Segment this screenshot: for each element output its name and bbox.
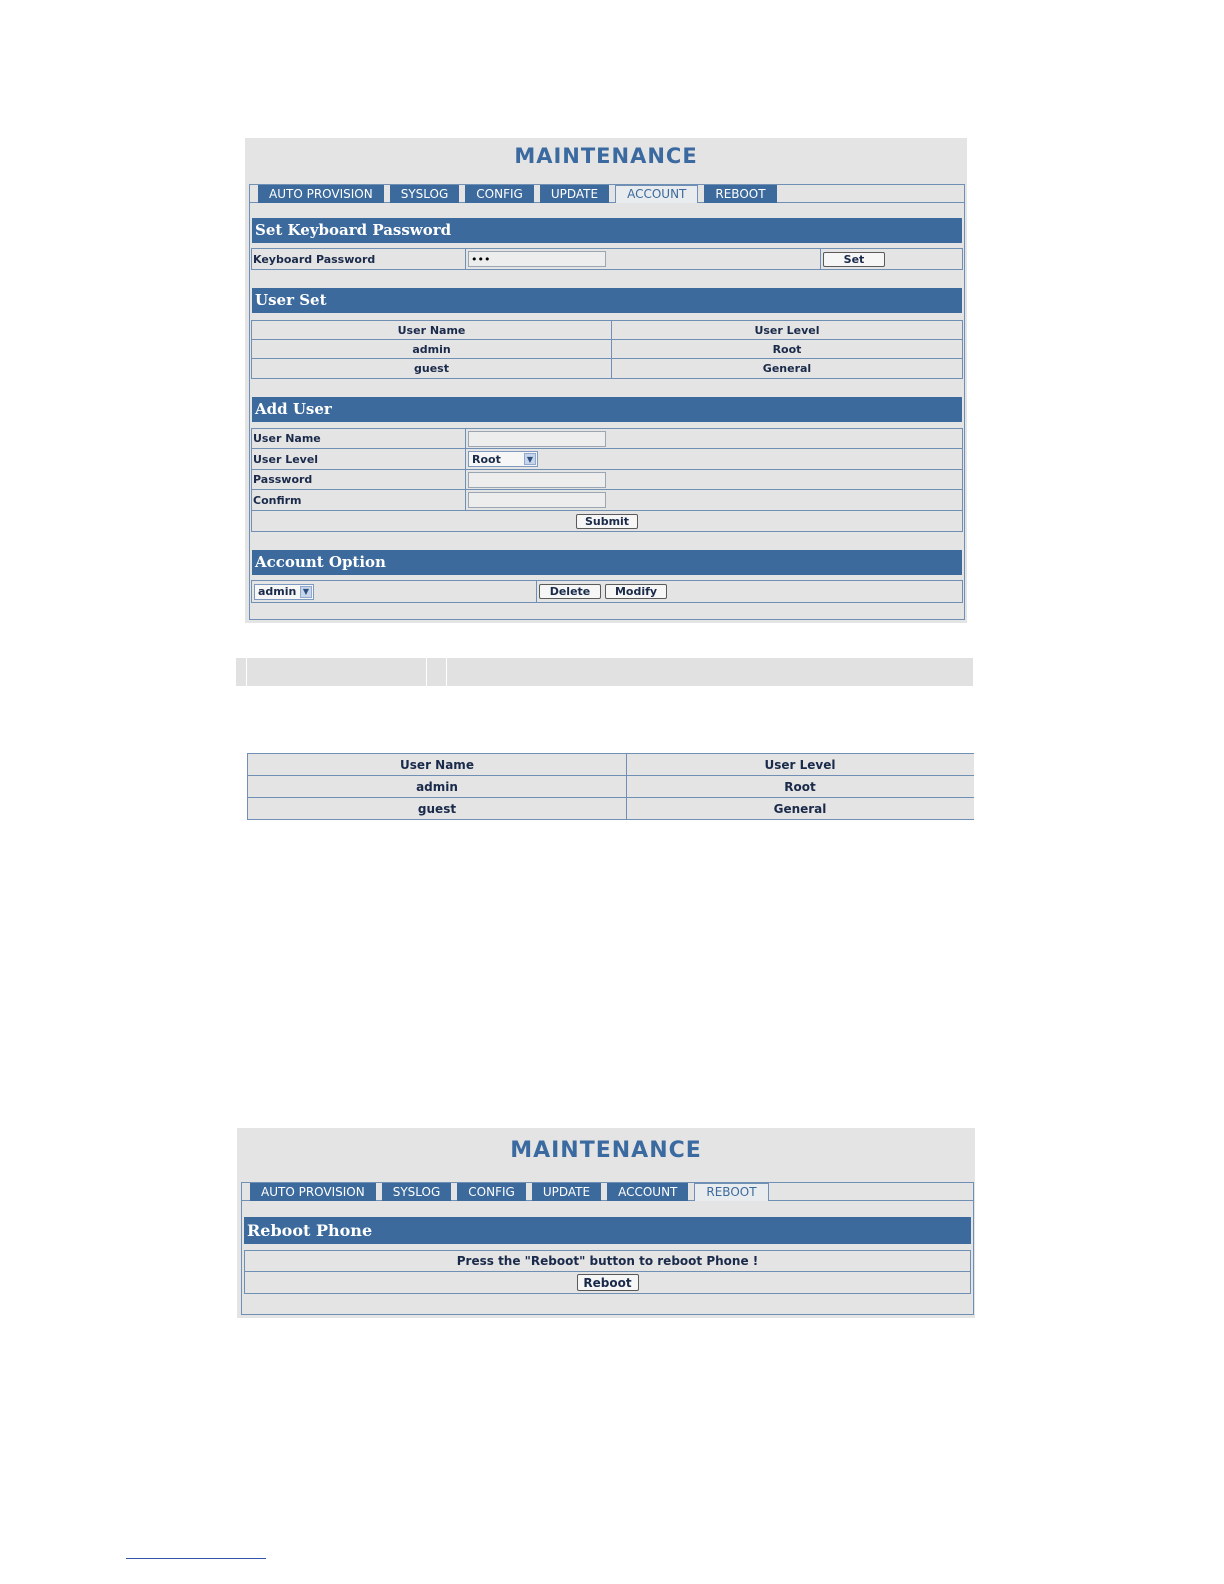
tab-syslog[interactable]: SYSLOG — [382, 1183, 452, 1201]
tab-auto-provision[interactable]: AUTO PROVISION — [258, 185, 384, 203]
submit-button[interactable]: Submit — [576, 514, 638, 529]
keyboard-password-cell — [465, 249, 820, 269]
divider-strip-segment — [446, 658, 447, 686]
table-row — [251, 358, 963, 379]
table-row — [251, 339, 963, 359]
add-user-confirm-row — [251, 489, 963, 511]
tab-bar — [250, 1183, 775, 1201]
footnote-separator — [126, 1558, 266, 1559]
section-account-option: Account Option — [252, 550, 962, 575]
delete-button[interactable]: Delete — [539, 584, 601, 599]
divider-strip-segment — [426, 658, 427, 686]
add-user-password-input[interactable] — [468, 472, 606, 488]
page-title: MAINTENANCE — [510, 1138, 702, 1163]
add-user-level-row — [251, 448, 963, 470]
tab-reboot[interactable]: REBOOT — [694, 1183, 768, 1201]
reboot-button-cell — [245, 1272, 970, 1293]
user-name-cell: admin — [416, 779, 458, 794]
user-level-select-value: Root — [472, 452, 501, 466]
section-keyboard-password: Set Keyboard Password — [252, 218, 962, 243]
user-set-table — [247, 753, 974, 820]
add-user-name-row — [251, 428, 963, 449]
tab-bar — [258, 185, 783, 203]
add-user-password-cell — [465, 470, 962, 489]
tab-account[interactable]: ACCOUNT — [607, 1183, 688, 1201]
modify-button[interactable]: Modify — [605, 584, 667, 599]
user-level-cell: General — [611, 359, 962, 378]
user-level-select[interactable] — [468, 451, 538, 467]
account-option-row — [251, 580, 963, 603]
add-user-submit-row — [251, 510, 963, 532]
section-user-set: User Set — [252, 288, 962, 313]
col-header-user-name: User Name — [400, 757, 474, 772]
table-row — [247, 775, 974, 798]
divider-strip-segment — [246, 658, 247, 686]
col-header-user-level: User Level — [626, 754, 973, 775]
tab-reboot[interactable]: REBOOT — [704, 185, 776, 203]
add-user-name-cell — [465, 429, 962, 448]
reboot-button[interactable]: Reboot — [577, 1274, 639, 1291]
add-user-level-cell — [465, 449, 962, 469]
user-level-cell: General — [626, 798, 973, 819]
keyboard-set-cell — [820, 249, 962, 269]
tab-update[interactable]: UPDATE — [540, 185, 609, 203]
user-set-header-row — [251, 320, 963, 340]
user-level-cell: Root — [611, 340, 962, 358]
user-name-cell: admin — [412, 342, 451, 356]
tab-area — [241, 1182, 974, 1315]
add-user-name-input[interactable] — [468, 431, 606, 447]
add-user-level-label: User Level — [253, 452, 319, 466]
divider-strip — [236, 658, 973, 686]
add-user-confirm-label: Confirm — [253, 493, 302, 507]
chevron-down-icon: ▼ — [524, 453, 536, 465]
reboot-message: Press the "Reboot" button to reboot Phone ! — [456, 1254, 759, 1268]
tab-update[interactable]: UPDATE — [532, 1183, 601, 1201]
maintenance-panel-reboot — [237, 1128, 975, 1318]
page-title: MAINTENANCE — [514, 144, 698, 168]
section-add-user: Add User — [252, 397, 962, 422]
tab-syslog[interactable]: SYSLOG — [390, 185, 460, 203]
account-user-select[interactable] — [254, 584, 314, 600]
tab-account[interactable]: ACCOUNT — [615, 185, 698, 203]
col-header-user-level: User Level — [611, 321, 962, 339]
maintenance-panel-account — [245, 138, 967, 623]
add-user-name-label: User Name — [253, 432, 321, 445]
account-select-cell — [252, 581, 536, 602]
user-level-cell: Root — [626, 776, 973, 797]
add-user-confirm-cell — [465, 490, 962, 510]
col-header-user-name: User Name — [397, 323, 466, 337]
tab-auto-provision[interactable]: AUTO PROVISION — [250, 1183, 376, 1201]
keyboard-password-row — [251, 248, 963, 270]
section-reboot-phone: Reboot Phone — [244, 1217, 971, 1244]
keyboard-password-label: Keyboard Password — [253, 252, 376, 266]
user-name-cell: guest — [414, 362, 449, 375]
table-row — [247, 797, 974, 820]
add-user-confirm-input[interactable] — [468, 492, 606, 508]
add-user-password-row — [251, 469, 963, 490]
reboot-message-row — [244, 1250, 971, 1272]
user-set-table-header — [247, 753, 974, 776]
reboot-button-row — [244, 1271, 971, 1294]
chevron-down-icon: ▼ — [300, 586, 312, 598]
account-user-select-value: admin — [258, 585, 297, 598]
account-actions-cell — [536, 581, 962, 602]
add-user-submit-cell — [252, 511, 962, 531]
add-user-password-label: Password — [253, 473, 313, 486]
keyboard-password-input[interactable] — [468, 251, 606, 267]
tab-config[interactable]: CONFIG — [457, 1183, 526, 1201]
tab-config[interactable]: CONFIG — [465, 185, 534, 203]
set-button[interactable]: Set — [823, 252, 885, 267]
user-name-cell: guest — [417, 801, 457, 816]
